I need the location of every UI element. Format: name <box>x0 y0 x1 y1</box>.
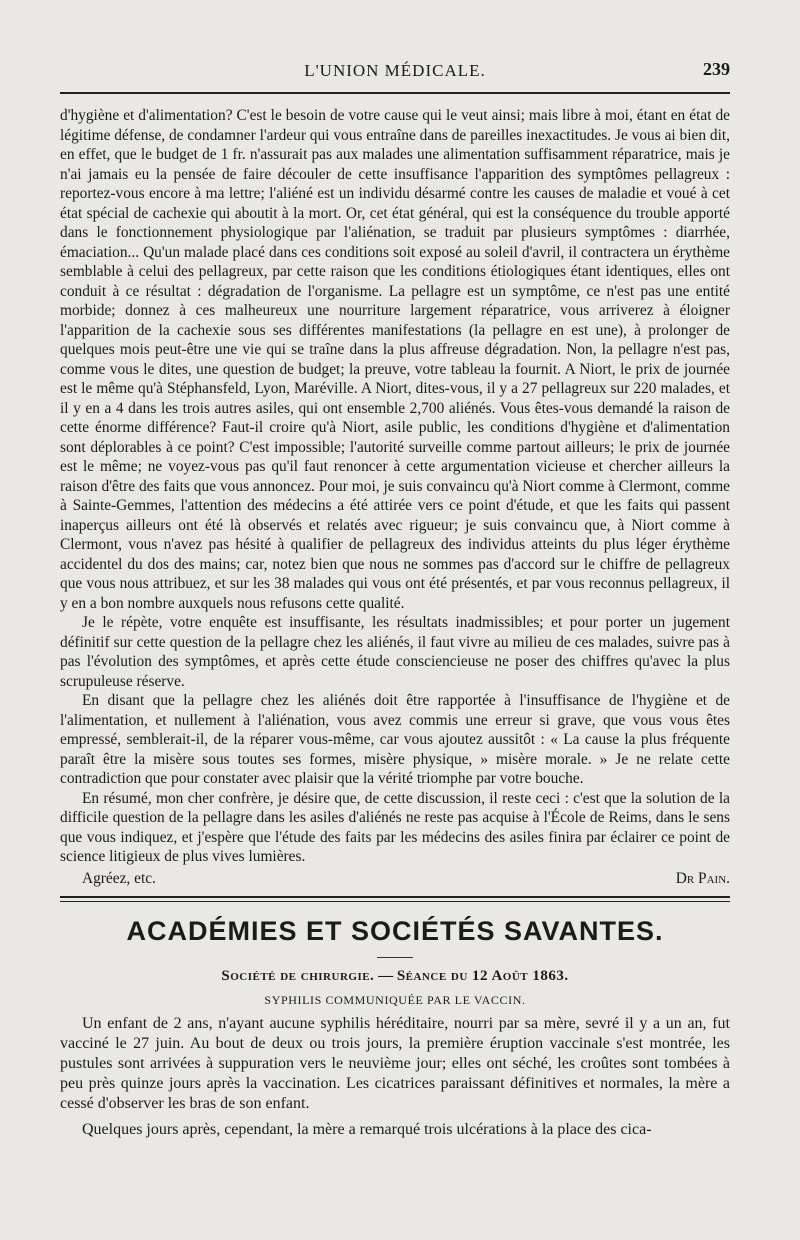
author-signature: Dr Pain. <box>675 869 730 887</box>
section-divider <box>60 896 730 902</box>
letter-paragraph-1: d'hygiène et d'alimentation? C'est le besoin de votre cause qui le veut ainsi; mais libre à moi, étant en état de légitime défense, de condamner l'ardeur qui vous entraîne dans de pareilles inexactitudes. Je vous ai bien dit, en effet, que le budget de 1 fr. n'assurait pas aux malades une alimentation suffisamment réparatrice, mais je n'ai jamais eu la pensée de faire découler de cette insuffisance l'apparition des symptômes pellagreux : reportez-vous encore à ma lettre; l'aliéné est un individu désarmé contre les causes de maladie et voué à cet état spécial de cachexie qui aboutit à la mort. Or, cet état général, qui est la conséquence du trouble apporté dans le fonctionnement physiologique par l'aliénation, se traduit par plusieurs symptômes : diarrhée, émaciation... Qu'un malade placé dans ces conditions soit exposé au soleil d'avril, il contractera un érythème semblable à celui des pellagreux, par cette raison que les conditions étiologiques étant identiques, elles ont conduit à ce résultat : dégradation de l'organisme. La pellagre est un symptôme, ce n'est pas une entité morbide; donnez à ces malheureux une nourriture largement réparatrice, vous arriverez à éloigner l'apparition de la cachexie sous ses différentes manifestations (la pellagre en est une), à prolonger de quelques mois peut-être une vie qui se traîne dans la plus affreuse dégradation. Non, la pellagre n'est pas, comme vous le dites, une question de budget; la preuve, votre tableau la fournit. A Niort, le prix de journée est le même qu'à Stéphansfeld, Lyon, Maréville. A Niort, dites-vous, il y a 27 pellagreux sur 220 malades, et il y en a 4 dans les trois autres asiles, qui ont ensemble 2,700 aliénés. Vous êtes-vous demandé la raison de cette énorme différence? Faut-il croire qu'à Niort, asile public, les conditions d'hygiène et d'alimentation sont déplorables à ce point? C'est impossible; l'autorité surveille comme partout ailleurs; le prix de journée est le même; ne voyez-vous pas qu'il faut renoncer à cette argumentation vicieuse et chercher ailleurs la raison d'être des faits que vous annoncez. Pour moi, je suis convaincu qu'à Niort comme à Clermont, comme à Sainte-Gemmes, l'attention des médecins a été attirée vers ce point d'étude, et que les faits qui passent inaperçus ailleurs ont été là observés et relatés avec rigueur; je suis convaincu que, à Niort comme à Clermont, vous n'avez pas hésité à qualifier de pellagreux des individus atteints du plus léger érythème accidentel du dos des mains; car, notez bien que nous ne sommes pas d'accord sur le chiffre de pellagreux que vous nous attribuez, et sur les 38 malades qui vous ont été présentés, et par vous reconnus pellagreux, il y en a bon nombre auxquels nous refusons cette qualité. <box>60 107 730 612</box>
running-title: L'UNION MÉDICALE. <box>304 61 486 80</box>
article-paragraph-2: Quelques jours après, cependant, la mère a remarqué trois ulcérations à la place des cica- <box>82 1121 652 1138</box>
session-date: Séance du 12 Août 1863. <box>396 968 569 984</box>
closing-formula: Agréez, etc. <box>82 869 156 887</box>
letter-signoff <box>60 869 730 889</box>
letter-paragraph-2: Je le répète, votre enquête est insuffisante, les résultats inadmissibles; et pour porter un jugement définitif sur cette question de la pellagre chez les aliénés, il faut vivre au milieu de ces malades, suivre pas à pas l'évolution des symptômes, et après cette étude consciencieuse ne poser des chiffres qu'avec la plus scrupuleuse réserve. <box>60 614 730 690</box>
session-heading <box>60 968 730 985</box>
running-head <box>60 0 730 96</box>
title-underline <box>377 957 413 958</box>
society-name: Société de chirurgie. <box>221 968 375 984</box>
article-paragraph-1: Un enfant de 2 ans, n'ayant aucune syphilis héréditaire, nourri par sa mère, sevré il y a un an, fut vacciné le 27 juin. Au bout de deux ou trois jours, la première éruption vaccinale s'est montrée, les pustules sont arrivées à suppuration vers le neuvième jour; elles ont séché, les croûtes sont tombées à peu près quinze jours après la vaccination. Les cicatrices paraissant définitives et normales, la mère a cessé d'observer les bras de son enfant. <box>60 1015 730 1112</box>
section-title: ACADÉMIES ET SOCIÉTÉS SAVANTES. <box>126 916 664 946</box>
article-body <box>60 1014 730 1140</box>
page-number: 239 <box>703 59 730 79</box>
article-title: SYPHILIS COMMUNIQUÉE PAR LE VACCIN. <box>264 993 526 1007</box>
letter-paragraph-3: En disant que la pellagre chez les aliénés doit être rapportée à l'insuffisance de l'hygiène et de l'alimentation, et nullement à l'aliénation, vous avez commis une erreur si grave, que vous vous êtes empressé, semblerait-il, de la réparer vous-même, car vous ajoutez aussitôt : « La cause la plus fréquente paraît être la misère sous toutes ses formes, misère physique, » misère morale. » Je ne relate cette contradiction que pour constater avec plaisir que la vérité triomphe par votre bouche. <box>60 692 730 787</box>
header-rule <box>60 92 730 94</box>
session-dash: — <box>374 968 397 984</box>
letter-body <box>60 106 730 888</box>
letter-paragraph-4: En résumé, mon cher confrère, je désire que, de cette discussion, il reste ceci : c'est que la solution de la difficile question de la pellagre dans les asiles d'aliénés ne reste pas acquise à l'École de Reims, dans le sens que vous indiquez, et j'espère que l'étude des faits par les médecins des asiles finira par éclairer ce point de science litigieux de plus vives lumières. <box>60 789 730 865</box>
